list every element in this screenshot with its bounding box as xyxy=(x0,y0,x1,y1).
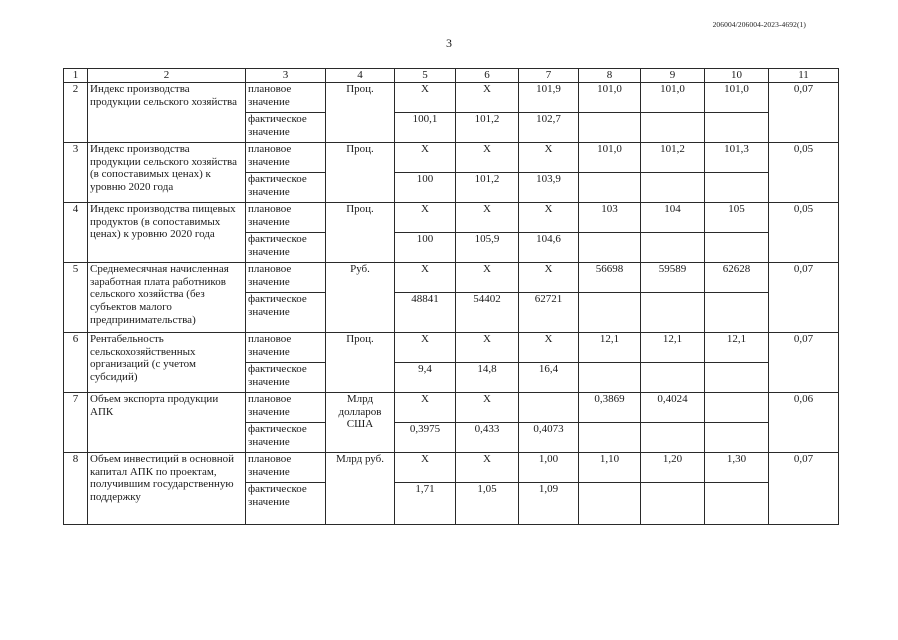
fact-value-cell xyxy=(641,113,705,143)
plan-value-cell: 56698 xyxy=(579,263,641,293)
column-number-header-row xyxy=(64,69,839,83)
plan-value-cell: 103 xyxy=(579,203,641,233)
plan-value-cell: X xyxy=(519,333,579,363)
column-number: 8 xyxy=(579,69,641,83)
plan-value-cell: X xyxy=(456,453,519,483)
fact-label-cell: фактическое значение xyxy=(246,113,326,143)
table-row xyxy=(64,263,839,293)
plan-label-cell: плановое значение xyxy=(246,453,326,483)
row-number-cell: 4 xyxy=(64,203,88,263)
column-number: 5 xyxy=(395,69,456,83)
column-number: 3 xyxy=(246,69,326,83)
plan-value-cell: 101,9 xyxy=(519,83,579,113)
fact-value-cell: 1,09 xyxy=(519,483,579,525)
plan-value-cell: 101,0 xyxy=(579,83,641,113)
indicator-name-cell: Объем инвестиций в основной капитал АПК по проектам, получившим государственную поддержку xyxy=(88,453,246,525)
table-row xyxy=(64,333,839,363)
plan-value-cell: 105 xyxy=(705,203,769,233)
fact-value-cell xyxy=(705,113,769,143)
table-row xyxy=(64,143,839,173)
fact-value-cell xyxy=(705,483,769,525)
plan-value-cell: X xyxy=(456,203,519,233)
unit-cell: Руб. xyxy=(326,263,395,333)
plan-value-cell: X xyxy=(519,143,579,173)
unit-cell: Млрд руб. xyxy=(326,453,395,525)
column-number: 11 xyxy=(769,69,839,83)
fact-value-cell xyxy=(641,293,705,333)
unit-cell: Проц. xyxy=(326,143,395,203)
fact-value-cell xyxy=(641,233,705,263)
fact-value-cell xyxy=(705,363,769,393)
fact-value-cell xyxy=(579,293,641,333)
fact-value-cell: 100 xyxy=(395,233,456,263)
fact-label-cell: фактическое значение xyxy=(246,483,326,525)
fact-label-cell: фактическое значение xyxy=(246,293,326,333)
fact-value-cell: 105,9 xyxy=(456,233,519,263)
table-row xyxy=(64,453,839,483)
plan-value-cell: 0,3869 xyxy=(579,393,641,423)
plan-value-cell: X xyxy=(456,393,519,423)
unit-cell: Млрд долларов США xyxy=(326,393,395,453)
plan-value-cell xyxy=(705,393,769,423)
plan-value-cell: 104 xyxy=(641,203,705,233)
fact-value-cell xyxy=(641,363,705,393)
plan-value-cell: X xyxy=(395,333,456,363)
unit-cell: Проц. xyxy=(326,83,395,143)
indicators-table xyxy=(63,68,839,525)
plan-value-cell: 1,20 xyxy=(641,453,705,483)
column-number: 7 xyxy=(519,69,579,83)
fact-value-cell xyxy=(641,173,705,203)
plan-value-cell: 1,10 xyxy=(579,453,641,483)
weight-cell: 0,06 xyxy=(769,393,839,453)
fact-value-cell: 100 xyxy=(395,173,456,203)
plan-value-cell: 101,0 xyxy=(579,143,641,173)
table-row xyxy=(64,83,839,113)
plan-value-cell: 12,1 xyxy=(641,333,705,363)
page-number: 3 xyxy=(446,36,452,50)
plan-value-cell: 12,1 xyxy=(579,333,641,363)
fact-value-cell: 101,2 xyxy=(456,173,519,203)
fact-label-cell: фактическое значение xyxy=(246,363,326,393)
column-number: 2 xyxy=(88,69,246,83)
plan-value-cell: X xyxy=(519,263,579,293)
weight-cell: 0,05 xyxy=(769,143,839,203)
fact-value-cell: 9,4 xyxy=(395,363,456,393)
indicator-name-cell: Объем экспорта продукции АПК xyxy=(88,393,246,453)
row-number-cell: 8 xyxy=(64,453,88,525)
fact-value-cell: 104,6 xyxy=(519,233,579,263)
plan-value-cell: 101,2 xyxy=(641,143,705,173)
plan-value-cell: X xyxy=(519,203,579,233)
row-number-cell: 2 xyxy=(64,83,88,143)
plan-value-cell: X xyxy=(456,83,519,113)
fact-label-cell: фактическое значение xyxy=(246,423,326,453)
plan-label-cell: плановое значение xyxy=(246,333,326,363)
fact-value-cell: 0,4073 xyxy=(519,423,579,453)
fact-value-cell: 62721 xyxy=(519,293,579,333)
fact-value-cell: 0,3975 xyxy=(395,423,456,453)
fact-value-cell: 48841 xyxy=(395,293,456,333)
plan-value-cell: 1,30 xyxy=(705,453,769,483)
plan-label-cell: плановое значение xyxy=(246,393,326,423)
fact-value-cell: 16,4 xyxy=(519,363,579,393)
fact-value-cell xyxy=(705,233,769,263)
plan-value-cell: 1,00 xyxy=(519,453,579,483)
fact-value-cell: 0,433 xyxy=(456,423,519,453)
plan-value-cell: X xyxy=(456,263,519,293)
plan-label-cell: плановое значение xyxy=(246,83,326,113)
indicator-name-cell: Индекс производства пищевых продуктов (в сопоставимых ценах) к уровню 2020 года xyxy=(88,203,246,263)
plan-value-cell: X xyxy=(395,393,456,423)
column-number: 10 xyxy=(705,69,769,83)
plan-value-cell: 101,3 xyxy=(705,143,769,173)
weight-cell: 0,05 xyxy=(769,203,839,263)
row-number-cell: 7 xyxy=(64,393,88,453)
fact-value-cell xyxy=(579,423,641,453)
plan-label-cell: плановое значение xyxy=(246,263,326,293)
fact-label-cell: фактическое значение xyxy=(246,233,326,263)
document-id: 206004/206004-2023-4692(1) xyxy=(712,20,806,29)
fact-value-cell: 1,05 xyxy=(456,483,519,525)
plan-value-cell: 62628 xyxy=(705,263,769,293)
plan-value-cell: 101,0 xyxy=(641,83,705,113)
unit-cell: Проц. xyxy=(326,333,395,393)
plan-value-cell: X xyxy=(395,203,456,233)
fact-value-cell xyxy=(579,483,641,525)
plan-value-cell: X xyxy=(395,83,456,113)
fact-value-cell xyxy=(579,233,641,263)
indicator-name-cell: Индекс производства продукции сельского хозяйства xyxy=(88,83,246,143)
fact-value-cell xyxy=(579,173,641,203)
fact-value-cell xyxy=(705,423,769,453)
fact-value-cell xyxy=(579,363,641,393)
plan-value-cell xyxy=(519,393,579,423)
column-number: 4 xyxy=(326,69,395,83)
plan-value-cell: X xyxy=(395,143,456,173)
fact-value-cell: 100,1 xyxy=(395,113,456,143)
fact-value-cell xyxy=(641,423,705,453)
table-row xyxy=(64,393,839,423)
plan-label-cell: плановое значение xyxy=(246,143,326,173)
column-number: 6 xyxy=(456,69,519,83)
column-number: 9 xyxy=(641,69,705,83)
weight-cell: 0,07 xyxy=(769,333,839,393)
plan-value-cell: X xyxy=(456,333,519,363)
plan-value-cell: 101,0 xyxy=(705,83,769,113)
indicator-name-cell: Среднемесячная начисленная заработная плата работников сельского хозяйства (без субъектов малого предпринимательства) xyxy=(88,263,246,333)
fact-value-cell xyxy=(641,483,705,525)
weight-cell: 0,07 xyxy=(769,263,839,333)
column-number: 1 xyxy=(64,69,88,83)
indicator-name-cell: Индекс производства продукции сельского хозяйства (в сопоставимых ценах) к уровню 2020 года xyxy=(88,143,246,203)
row-number-cell: 3 xyxy=(64,143,88,203)
row-number-cell: 6 xyxy=(64,333,88,393)
plan-label-cell: плановое значение xyxy=(246,203,326,233)
weight-cell: 0,07 xyxy=(769,83,839,143)
plan-value-cell: 12,1 xyxy=(705,333,769,363)
unit-cell: Проц. xyxy=(326,203,395,263)
plan-value-cell: X xyxy=(456,143,519,173)
plan-value-cell: X xyxy=(395,453,456,483)
plan-value-cell: X xyxy=(395,263,456,293)
plan-value-cell: 59589 xyxy=(641,263,705,293)
fact-value-cell: 102,7 xyxy=(519,113,579,143)
fact-value-cell: 101,2 xyxy=(456,113,519,143)
fact-value-cell: 14,8 xyxy=(456,363,519,393)
indicator-name-cell: Рентабельность сельскохозяйственных организаций (с учетом субсидий) xyxy=(88,333,246,393)
plan-value-cell: 0,4024 xyxy=(641,393,705,423)
fact-value-cell: 103,9 xyxy=(519,173,579,203)
fact-label-cell: фактическое значение xyxy=(246,173,326,203)
weight-cell: 0,07 xyxy=(769,453,839,525)
fact-value-cell xyxy=(579,113,641,143)
fact-value-cell: 1,71 xyxy=(395,483,456,525)
fact-value-cell xyxy=(705,293,769,333)
fact-value-cell: 54402 xyxy=(456,293,519,333)
table-row xyxy=(64,203,839,233)
row-number-cell: 5 xyxy=(64,263,88,333)
fact-value-cell xyxy=(705,173,769,203)
